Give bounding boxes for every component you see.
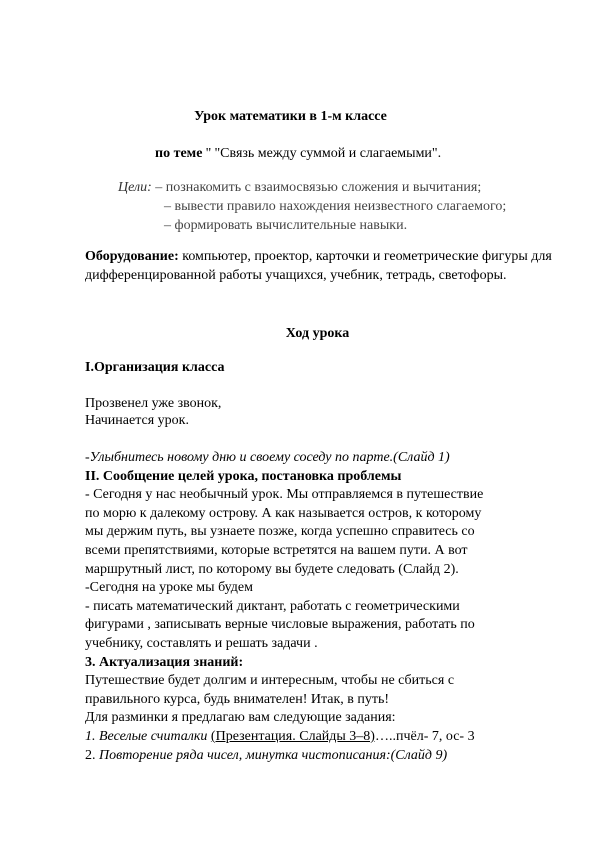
section-3-heading: 3. Актуализация знаний: (85, 654, 244, 670)
section-2-line-9: учебнику, составлять и решать задачи . (85, 635, 318, 651)
section-2-line-7: - писать математический диктант, работать с геометрическими (85, 598, 460, 614)
poem-line-1: Прозвенел уже звонок, (85, 396, 222, 411)
lesson-title (0, 109, 595, 125)
lesson-progress-heading (0, 326, 595, 342)
presentation-link[interactable]: (Презентация. Слайды 3–8) (210, 728, 375, 744)
goal-1: – познакомить с взаимосвязью сложения и вычитания; (151, 180, 482, 195)
main-text (85, 449, 565, 765)
section-1-heading: I.Организация класса (85, 360, 225, 375)
section-3-line-2: правильного курса, будь внимателен! Итак, в путь! (85, 691, 390, 707)
section-2-line-5: маршрутный лист, по которому вы будете следовать (Слайд 2). (85, 561, 459, 577)
topic-label: по теме (155, 146, 203, 161)
section-3-line-3: Для разминки я предлагаю вам следующие задания: (85, 710, 396, 726)
lesson-topic (155, 146, 441, 162)
equipment-text: компьютер, проектор, карточки и геометрические фигуры для дифференцированной работы учащихся, учебник, тетрадь, светофоры. (85, 249, 552, 283)
section-2-line-3: мы держим путь, вы узнаете позже, когда успешно справитесь со (85, 524, 475, 540)
goals-block (118, 178, 506, 235)
goals-label: Цели: (118, 180, 152, 195)
smile-line: -Улыбнитесь новому дню и своему соседу по парте.(Слайд 1) (85, 450, 450, 465)
goal-2: – вывести правило нахождения неизвестного слагаемого; (164, 199, 507, 214)
equipment-label: Оборудование: (85, 249, 179, 264)
section-2-line-1: - Сегодня у нас необычный урок. Мы отправляемся в путешествие (85, 487, 484, 503)
task-item-2 (85, 747, 565, 766)
goal-3: – формировать вычислительные навыки. (164, 218, 408, 233)
section-3-line-1: Путешествие будет долгим и интересным, чтобы не сбиться с (85, 673, 455, 689)
task-1-tail: …..пчёл- 7, ос- 3 (374, 728, 475, 744)
section-2-heading: II. Сообщение целей урока, постановка проблемы (85, 468, 402, 484)
poem-line-2: Начинается урок. (85, 413, 189, 428)
task-1-title: Веселые считалки (95, 728, 211, 744)
task-2-title: Повторение ряда чисел, минутка чистописания:(Слайд 9) (95, 747, 448, 763)
poem (85, 395, 221, 429)
lesson-title-text: Урок математики в 1-м классе (194, 109, 387, 124)
section-2-line-2: по морю к далекому острову. А как называется остров, к которому (85, 505, 482, 521)
task-2-number: 2. (85, 747, 96, 763)
section-2-line-6: -Сегодня на уроке мы будем (85, 580, 253, 596)
task-1-number: 1. (85, 728, 96, 744)
section-2-line-8: фигурами , записывать верные числовые выражения, работать по (85, 617, 475, 633)
task-item-1 (85, 728, 565, 747)
goals-line-1 (118, 178, 506, 197)
section-2-line-4: всеми препятствиями, которые встретятся на вашем пути. А вот (85, 542, 468, 558)
lesson-progress-heading-text: Ход урока (285, 326, 350, 341)
topic-text: '' "Связь между суммой и слагаемыми". (202, 146, 442, 161)
equipment-paragraph (85, 247, 555, 285)
